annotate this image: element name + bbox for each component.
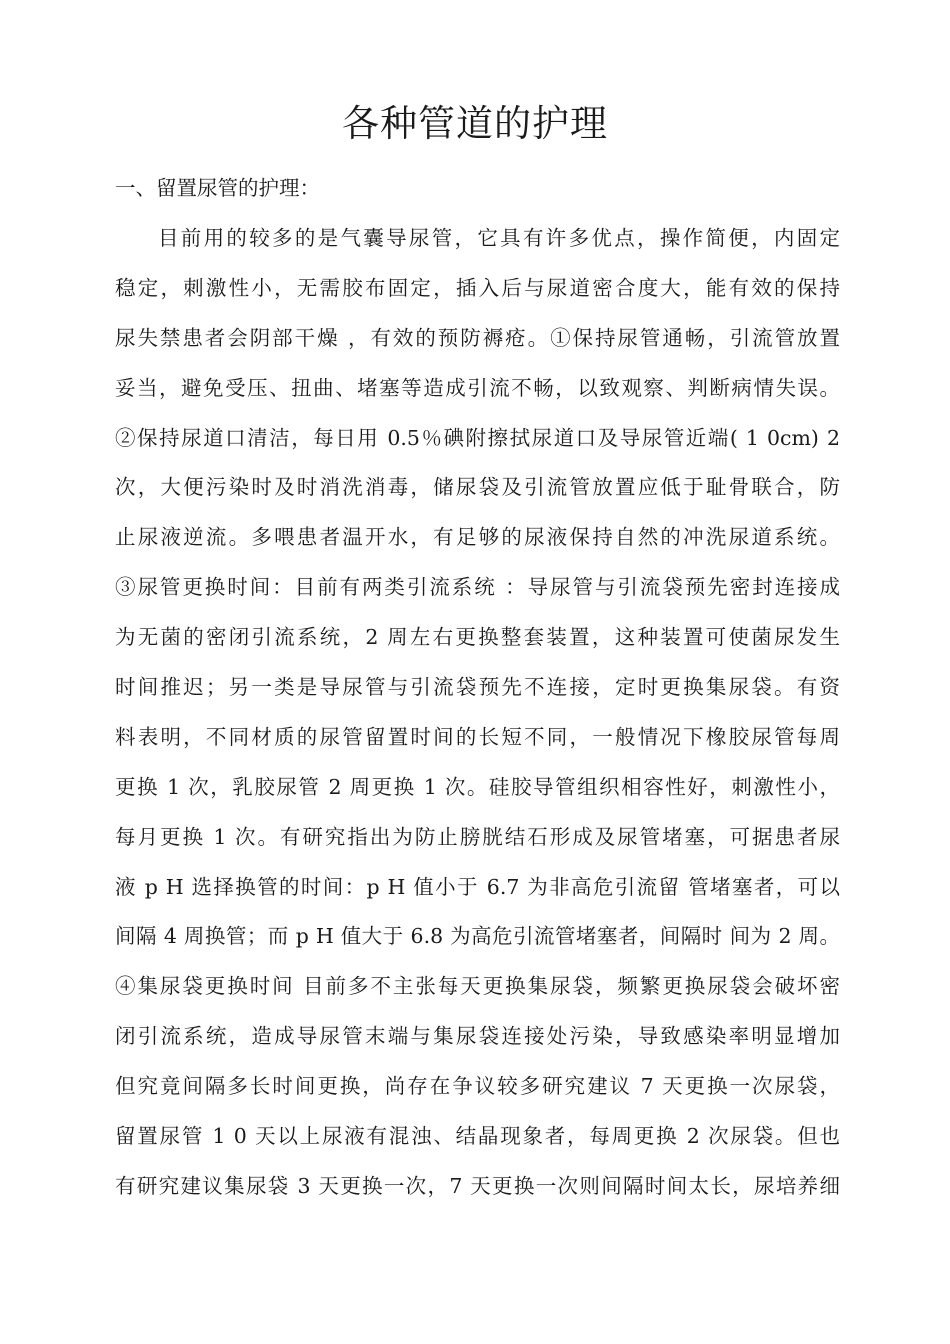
- text-line: ④集尿袋更换时间 目前多不主张每天更换集尿袋，频繁更换尿袋会破坏密: [115, 974, 840, 999]
- text-line: 妥当，避免受压、扭曲、堵塞等造成引流不畅，以致观察、判断病情失误。: [115, 375, 840, 400]
- text-line: 料表明，不同材质的尿管留置时间的长短不同，一般情况下橡胶尿管每周: [115, 724, 840, 749]
- text-line: 闭引流系统，造成导尿管末端与集尿袋连接处污染，导致感染率明显增加: [115, 1024, 840, 1049]
- text-line: 但究竟间隔多长时间更换，尚存在争议较多研究建议 7 天更换一次尿袋，: [115, 1074, 840, 1099]
- text-line: ③尿管更换时间：目前有两类引流系统 ：导尿管与引流袋预先密封连接成: [115, 575, 840, 600]
- document-title: 各种管道的护理: [342, 102, 608, 145]
- text-line: 更换 1 次，乳胶尿管 2 周更换 1 次。硅胶导管组织相容性好，刺激性小，: [115, 774, 840, 799]
- text-line: 目前用的较多的是气囊导尿管，它具有许多优点，操作简便，内固定: [158, 226, 840, 250]
- text-line: 为无菌的密闭引流系统，2 周左右更换整套装置，这种装置可使菌尿发生: [115, 625, 840, 650]
- text-line: 留置尿管 1 0 天以上尿液有混浊、结晶现象者，每周更换 2 次尿袋。但也: [115, 1124, 840, 1149]
- text-line: 间隔 4 周换管；而 p H 值大于 6.8 为高危引流管堵塞者，间隔时 间为 2 周。: [115, 924, 840, 949]
- text-line: 有研究建议集尿袋 3 天更换一次，7 天更换一次则间隔时间太长，尿培养细: [115, 1173, 840, 1198]
- text-line: 时间推迟；另一类是导尿管与引流袋预先不连接，定时更换集尿袋。有资: [115, 675, 840, 700]
- text-line: 液 p H 选择换管的时间：p H 值小于 6.7 为非高危引流留 管堵塞者，可以: [115, 874, 840, 899]
- text-line: 稳定，刺激性小，无需胶布固定，插入后与尿道密合度大，能有效的保持: [115, 275, 840, 300]
- text-line: 止尿液逆流。多喂患者温开水，有足够的尿液保持自然的冲洗尿道系统。: [115, 525, 840, 550]
- body-text: [115, 214, 840, 1212]
- section-heading: 一、留置尿管的护理：: [115, 176, 320, 200]
- text-line: ②保持尿道口清洁，每日用 0.5％碘附擦拭尿道口及导尿管近端( 1 0cm) 2: [115, 425, 840, 450]
- text-line: 次，大便污染时及时消洗消毒，储尿袋及引流管放置应低于耻骨联合，防: [115, 475, 840, 500]
- text-line: 尿失禁患者会阴部干燥 ，有效的预防褥疮。①保持尿管通畅，引流管放置: [115, 325, 840, 350]
- text-line: 每月更换 1 次。有研究指出为防止膀胱结石形成及尿管堵塞，可据患者尿: [115, 824, 840, 849]
